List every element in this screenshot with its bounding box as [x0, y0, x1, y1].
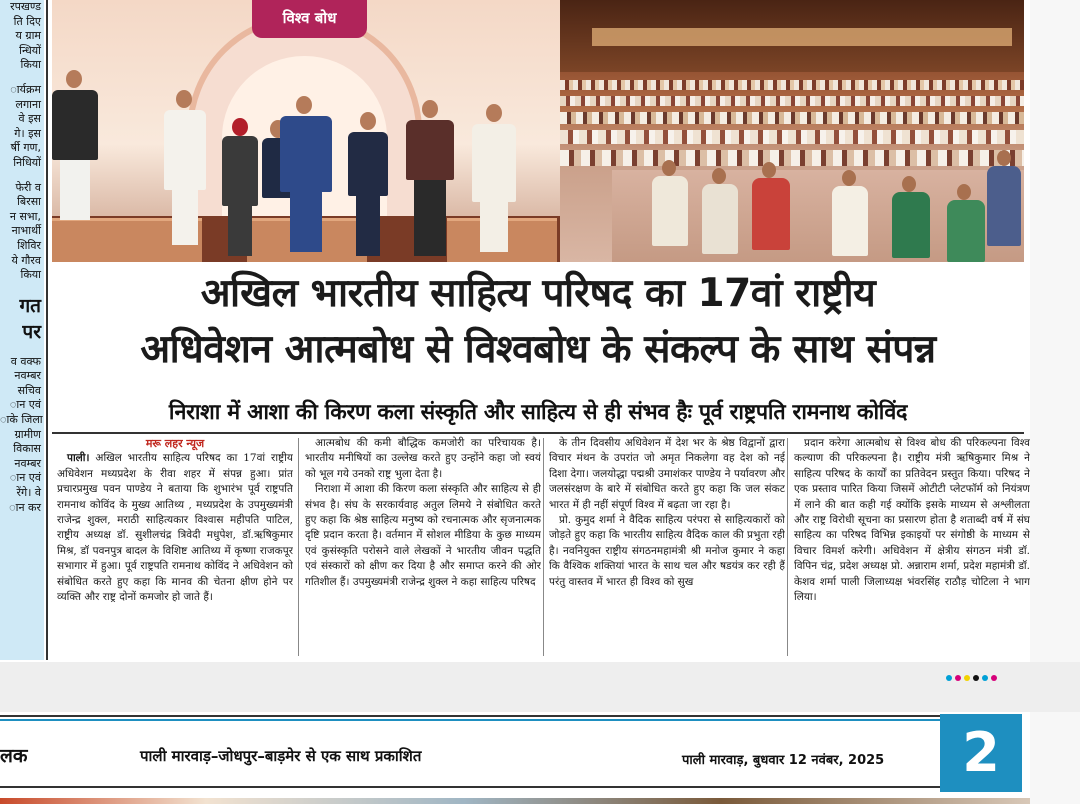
byline: मरू लहर न्यूज [145, 437, 205, 450]
header-rule [0, 786, 940, 788]
page-separator [0, 662, 1080, 712]
article-paragraph: प्रो. कुमुद शर्मा ने वैदिक साहित्य परंपरा से साहित्यकारों को जोड़ते हुए कहा कि भारतीय साहित्य वैदिक काल की प्रभुता रही है। नवनियुक्त राष्ट्रीय संगठनमहामंत्री श्री मनोज कुमार ने कहा कि वैश्विक शक्तियां भारत के साथ चल और षडयंत्र कर रही हैं परंतु वास्तव में भारत ही विश्व को सुख [549, 514, 785, 588]
left-column-line: न सभा, [9, 209, 41, 223]
column-rule [298, 438, 299, 656]
left-column-line: ान एवं [9, 398, 41, 412]
publication-editions: पाली मारवाड़–जोधपुर–बाड़मेर से एक साथ प्रकाशित [140, 747, 422, 765]
article-column-4 [794, 436, 1030, 658]
article-paragraph: प्रदान करेगा आत्मबोध से विश्व बोध की परिकल्पना विश्व कल्याण की परिकल्पना है। राष्ट्रीय मंत्री ऋषिकुमार मिश्र ने साहित्य परिषद के कार्यों का प्रतिवेदन प्रस्तुत किया। परिषद ने एक प्रस्ताव पारित किया जिसमें ओटीटी प्लेटफॉर्म को नियंत्रण में लाने की बात कही गई क्योंकि इसके माध्यम से अश्लीलता और राष्ट्र विरोधी सूचना का प्रसारण होता है शताब्दी वर्ष में संघ साहित्य का परिषद विभिन्न इकाइयों पर संगोष्ठी के माध्यम से विचार विमर्श करेगी। अधिवेशन में क्षेत्रीय संगठन मंत्री डॉ. विपिन चंद्र, प्रदेश अध्यक्ष प्रो. अन्नाराम शर्मा, प्रदेश महामंत्री डॉ. केशव शर्मा पाली जिलाध्यक्ष भंवरसिंह राठौड़ चोटिला ने भाग लिया। [794, 437, 1030, 604]
column-rule [787, 438, 788, 656]
sub-headline: निराशा में आशा की किरण कला संस्कृति और साहित्य से ही संभव हैः पूर्व राष्ट्रपति रामनाथ कोविंद [168, 400, 908, 425]
left-column-line: नवम्बर [14, 456, 41, 470]
edition-date: पाली मारवाड़, बुधवार 12 नवंबर, 2025 [682, 753, 885, 768]
column-rule [543, 438, 544, 656]
left-column-line: व वक्फ [10, 354, 41, 368]
left-column-line: य ग्राम [15, 29, 41, 43]
left-column-line: नाभार्थी [11, 224, 41, 238]
audience-row [560, 112, 1024, 124]
left-column-line: ान कर [9, 500, 41, 514]
left-column-line: किया [20, 58, 41, 72]
audience-row [560, 130, 1024, 144]
article-column-2 [305, 436, 541, 658]
next-page-photo-strip [0, 798, 1030, 804]
column-divider [46, 0, 48, 660]
article-column-1 [57, 436, 293, 658]
article-paragraph: अखिल भारतीय साहित्य परिषद का 17वां राष्ट्रीय अधिवेशन मध्यप्रदेश के रीवा शहर में संपन्न हुआ। प्रांत प्रचारप्रमुख पवन पाण्डेय ने बताया कि शुभारंभ पूर्व राष्ट्रपति रामनाथ कोविंद के मुख्य आतिथ्य , मध्यप्रदेश के उपमुख्यमंत्री राजेन्द्र शुक्ल, मराठी साहित्यकार विश्वास महीपति पाटिल, राष्ट्रीय अध्यक्ष डॉ. सुशीलचंद्र त्रिवेदी मधुपेश, डॉ.ऋषिकुमार मिश्र, डॉ पवनपुत्र बादल के विशिष्ट आतिथ्य में कृष्णा राजकपूर सभागार में हुआ। पूर्व राष्ट्रपति रामनाथ कोविंद ने अधिवेशन को संबोधित करते हुए कहा कि मानव की चेतना क्षीण होने पर व्यक्ति और राष्ट्र दोनों कमजोर हो जाते हैं। [57, 452, 293, 604]
left-column-text-block [0, 0, 44, 73]
stage-banner: विश्व बोध [252, 0, 367, 38]
audience-row [560, 80, 1024, 90]
audience-row [560, 96, 1024, 106]
event-photo [52, 0, 1024, 262]
left-column-line: शिविर [17, 238, 41, 252]
header-rule [0, 715, 940, 717]
main-headline [52, 266, 1024, 378]
audience-row [560, 150, 1024, 166]
left-column-line: ग्रामीण [14, 427, 41, 441]
headline-rule [52, 432, 1024, 434]
left-column-line: ये गौरव [11, 253, 41, 267]
left-column-text-block [0, 181, 44, 283]
headline-line: अधिवेशन आत्मबोध से विश्वबोध के संकल्प के साथ संपन्न [140, 327, 936, 372]
article-paragraph: के तीन दिवसीय अधिवेशन में देश भर के श्रेष्ठ विद्वानों द्वारा विचार मंथन के उपरांत जो अमृत निकलेगा वह देश को नई दिशा देगा। जलयोद्धा पद्मश्री उमाशंकर पाण्डेय ने पर्यावरण और जलसंरक्षण के बारे में संबोधित करते हुए कहा कि जल संकट भारत में ही नहीं संपूर्ण विश्व में बढ़ता जा रहा है। [549, 437, 785, 511]
left-column-line: र्षी गण, [10, 141, 41, 155]
left-column-heading-line: पर [22, 320, 41, 343]
left-column-line: बिरसा [17, 195, 41, 209]
left-column-line: निधियों [13, 155, 41, 169]
left-column-heading-line: गत [19, 294, 41, 317]
left-adjacent-column [0, 0, 44, 660]
headline-line: अखिल भारतीय साहित्य परिषद का 17वां राष्ट्रीय [200, 271, 876, 316]
left-column-line: फेरी व [15, 180, 41, 194]
left-column-line: नवम्बर [14, 369, 41, 383]
next-page-section-word: लक [0, 745, 28, 767]
left-column-line: ार्यक्रम [10, 82, 41, 96]
page-number: 2 [940, 714, 1022, 792]
left-column-line: किया [20, 268, 41, 282]
left-column-line: ाके जिला [0, 413, 43, 427]
article-column-3 [549, 436, 785, 658]
left-column-line: वे इस [18, 112, 41, 126]
left-column-line: विकास [13, 442, 41, 456]
left-column-text-block [0, 83, 44, 171]
left-column-line: ति दिए [13, 14, 41, 28]
auditorium-balcony [592, 28, 1012, 46]
left-column-line: सचिव [17, 383, 41, 397]
left-column-heading [0, 293, 44, 345]
left-column-line: न्धियों [19, 43, 41, 57]
header-rule-accent [0, 719, 940, 721]
dateline: पाली। [67, 452, 90, 465]
left-column-line: गे। इस [14, 126, 41, 140]
next-page-header [0, 712, 1030, 804]
registration-marks [946, 666, 1026, 676]
article-paragraph: निराशा में आशा की किरण कला संस्कृति और साहित्य से ही संभव है। संघ के सरकार्यवाह अतुल लिमये ने संबोधित करते हुए कहा कि श्रेष्ठ साहित्य मनुष्य को रचनात्मक और सृजनात्मक दृष्टि प्रदान करता है। वर्तमान में सोशल मीडिया के कुछ माध्यम एवं कुसंस्कृति परोसने वाले लेखकों ने भारतीय जीवन पद्धति एवं संस्कारों को क्षीण कर दिया है और समाप्त करने की ओर गतिशील हैं। उपमुख्यमंत्री राजेन्द्र शुक्ल ने कहा साहित्य परिषद [305, 483, 541, 588]
left-column-line: ान एवं [9, 471, 41, 485]
article-paragraph: आत्मबोध की कमी बौद्धिक कमजोरी का परिचायक है। भारतीय मनीषियों का उल्लेख करते हुए उन्होंने कहा जो स्वयं को भूल गये उनको राष्ट्र भुला देता है। [305, 437, 541, 480]
left-column-line: रपखण्ड [10, 0, 41, 13]
left-column-line: रेंगे। वे [16, 486, 41, 500]
left-column-text-block [0, 355, 44, 516]
left-column-line: लगाना [15, 97, 41, 111]
